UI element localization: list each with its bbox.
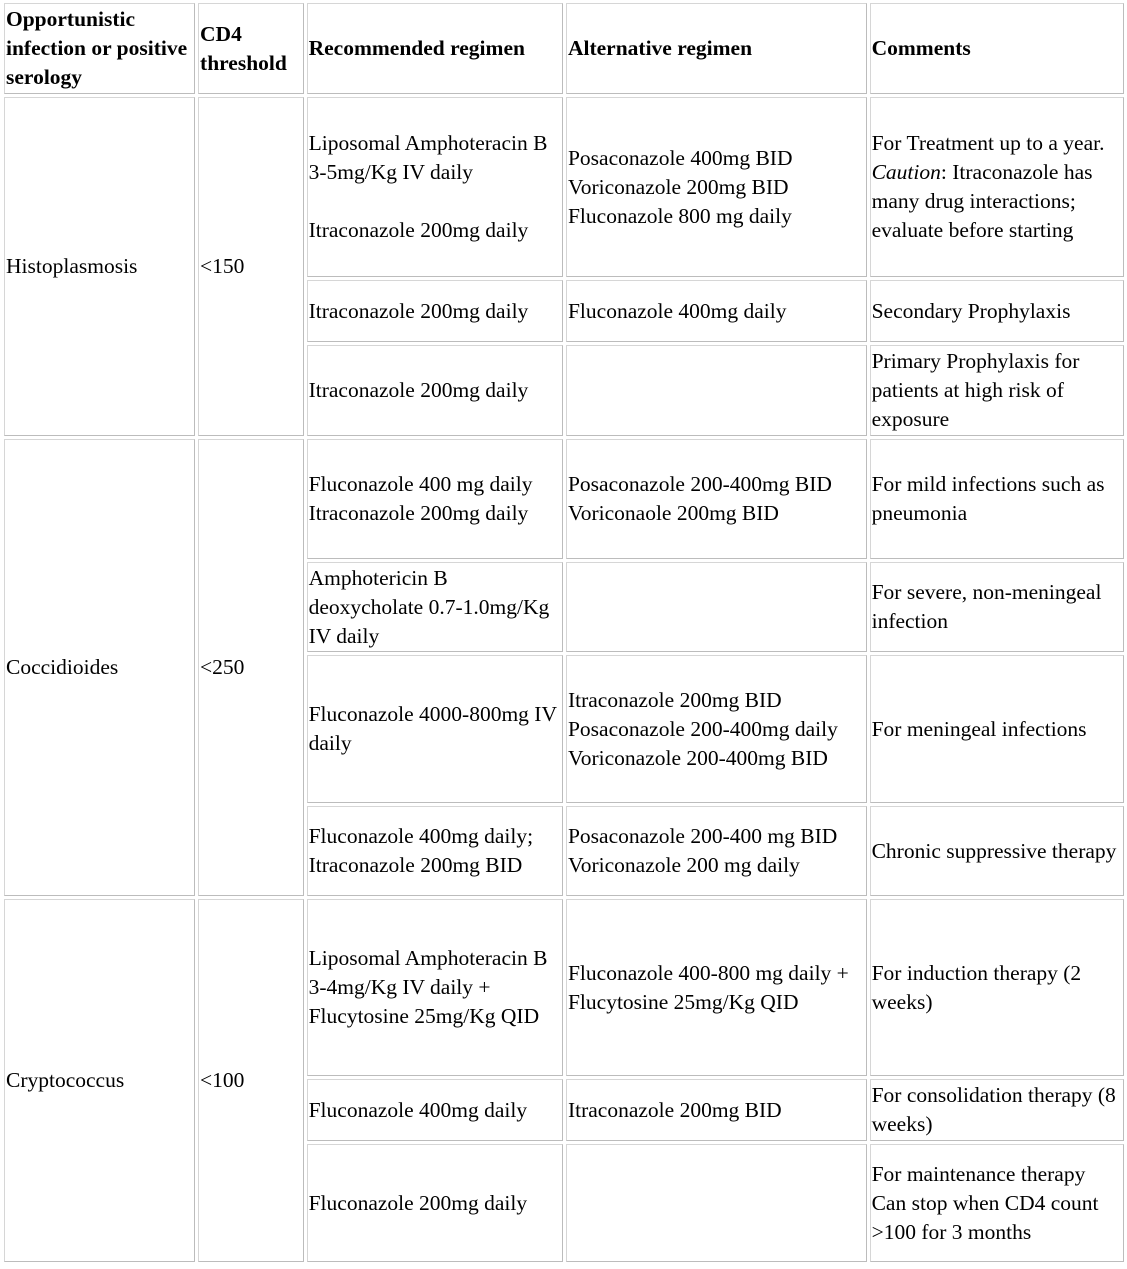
- cd4-threshold: <150: [198, 97, 304, 436]
- comment-cell: For induction therapy (2 weeks): [870, 899, 1124, 1076]
- alternative-cell: Itraconazole 200mg BID Posaconazole 200-400mg daily Voriconazole 200-400mg BID: [566, 655, 867, 803]
- comment-cell: Chronic suppressive therapy: [870, 806, 1124, 896]
- table-row: [4, 439, 1124, 559]
- infection-name: Cryptococcus: [4, 899, 195, 1262]
- alternative-cell: [566, 345, 867, 436]
- header-comments: Comments: [870, 3, 1124, 94]
- comment-cell: For maintenance therapy Can stop when CD4 count >100 for 3 months: [870, 1144, 1124, 1262]
- infection-name: Histoplasmosis: [4, 97, 195, 436]
- recommended-cell: Fluconazole 200mg daily: [307, 1144, 563, 1262]
- infection-name: Coccidioides: [4, 439, 195, 896]
- alternative-cell: Posaconazole 400mg BID Voriconazole 200mg BID Fluconazole 800 mg daily: [566, 97, 867, 277]
- comment-text: For Treatment up to a year.: [871, 131, 1105, 155]
- alternative-cell: Posaconazole 200-400 mg BID Voriconazole 200 mg daily: [566, 806, 867, 896]
- table-row: [4, 899, 1124, 1076]
- header-alternative: Alternative regimen: [566, 3, 867, 94]
- caution-label: Caution: [871, 160, 941, 184]
- recommended-cell: Fluconazole 400mg daily: [307, 1079, 563, 1141]
- recommended-cell: Liposomal Amphoteracin B 3-4mg/Kg IV daily + Flucytosine 25mg/Kg QID: [307, 899, 563, 1076]
- recommended-cell: Itraconazole 200mg daily: [307, 345, 563, 436]
- comment-cell: For severe, non-meningeal infection: [870, 562, 1124, 652]
- comment-cell: For mild infections such as pneumonia: [870, 439, 1124, 559]
- comment-cell: For consolidation therapy (8 weeks): [870, 1079, 1124, 1141]
- alternative-cell: Posaconazole 200-400mg BID Voriconaole 200mg BID: [566, 439, 867, 559]
- header-cd4: CD4 threshold: [198, 3, 304, 94]
- alternative-cell: [566, 1144, 867, 1262]
- comment-cell: Secondary Prophylaxis: [870, 280, 1124, 342]
- recommended-cell: Fluconazole 4000-800mg IV daily: [307, 655, 563, 803]
- recommended-cell: Amphotericin B deoxycholate 0.7-1.0mg/Kg IV daily: [307, 562, 563, 652]
- comment-cell: Primary Prophylaxis for patients at high risk of exposure: [870, 345, 1124, 436]
- cd4-threshold: <250: [198, 439, 304, 896]
- regimen-table: [1, 0, 1127, 1265]
- alternative-cell: Fluconazole 400mg daily: [566, 280, 867, 342]
- alternative-cell: Fluconazole 400-800 mg daily + Flucytosine 25mg/Kg QID: [566, 899, 867, 1076]
- cd4-threshold: <100: [198, 899, 304, 1262]
- comment-cell: For meningeal infections: [870, 655, 1124, 803]
- alternative-cell: [566, 562, 867, 652]
- table-row: [4, 97, 1124, 277]
- header-infection: Opportunistic infection or positive serology: [4, 3, 195, 94]
- recommended-cell: Fluconazole 400 mg daily Itraconazole 200mg daily: [307, 439, 563, 559]
- recommended-cell: Liposomal Amphoteracin B 3-5mg/Kg IV daily Itraconazole 200mg daily: [307, 97, 563, 277]
- recommended-cell: Itraconazole 200mg daily: [307, 280, 563, 342]
- recommended-cell: Fluconazole 400mg daily; Itraconazole 200mg BID: [307, 806, 563, 896]
- header-recommended: Recommended regimen: [307, 3, 563, 94]
- alternative-cell: Itraconazole 200mg BID: [566, 1079, 867, 1141]
- comment-text: : Itraconazole has many drug interactions; evaluate before starting: [871, 160, 1093, 242]
- header-row: [4, 3, 1124, 94]
- comment-cell: [870, 97, 1124, 277]
